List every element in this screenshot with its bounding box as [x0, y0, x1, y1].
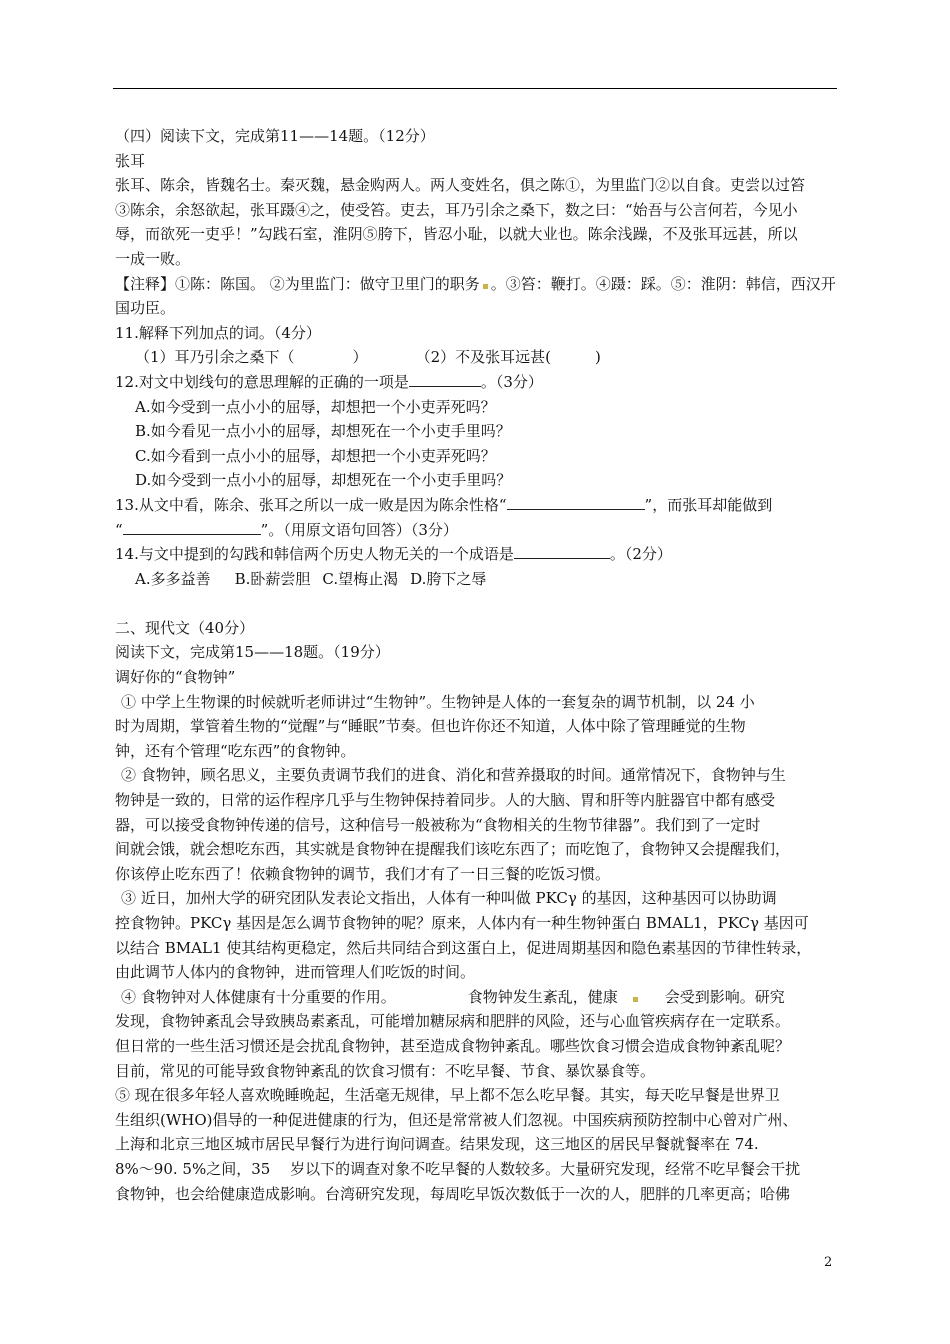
article-title: 调好你的“食物钟” [115, 668, 236, 687]
article-line: 钟，还有个管理“吃东西”的食物钟。 [115, 741, 356, 760]
option: B.卧薪尝胆 [234, 569, 311, 588]
q11-item-2: （2）不及张耳远甚( [415, 348, 551, 367]
question-13-text: 13.从文中看，陈余、张耳之所以一成一败是因为陈余性格“ [115, 495, 507, 514]
article-line: 8%～90. 5%之间，35 岁以下的调查对象不吃早餐的人数较多。大量研究发现，经常不吃早餐会干扰 [115, 1159, 801, 1178]
answer-blank[interactable] [123, 519, 261, 535]
option: A.多多益善 [135, 569, 211, 588]
article-line: ⑤ 现在很多年轻人喜欢晚睡晚起，生活毫无规律，早上都不怎么吃早餐。其实，每天吃早餐是世界卫 [115, 1086, 780, 1105]
q11-item-1-close: ） [352, 348, 368, 367]
question-14-options [115, 567, 837, 592]
q11-item-2-close: ) [594, 348, 601, 367]
page-number: 2 [824, 1255, 833, 1270]
question-14-score: 。（2分） [609, 545, 672, 564]
article-line: 时为周期，掌管着生物的“觉醒”与“睡眠”节奏。但也许你还不知道，人体中除了管理睡觉的生物 [115, 717, 746, 736]
header-rule [113, 88, 837, 89]
question-13-text: ”，而张耳却能做到 [644, 495, 773, 514]
option: C.望梅止渴 [322, 569, 399, 588]
question-13-text: “ [115, 520, 123, 539]
article-line: 你该停止吃东西了！依赖食物钟的调节，我们才有了一日三餐的吃饭习惯。 [115, 864, 611, 883]
article-line: 目前，常见的可能导致食物钟紊乱的饮食习惯有：不吃早餐、节食、暴饮暴食等。 [115, 1061, 656, 1080]
mark-dot [633, 997, 638, 1002]
answer-blank[interactable] [409, 371, 481, 387]
answer-blank[interactable] [507, 494, 645, 510]
section2-subheading: 阅读下文，完成第15——18题。（19分） [115, 643, 390, 662]
question-11-items [115, 345, 837, 370]
passage-line: 张耳、陈余，皆魏名士。秦灭魏，悬金购两人。两人变姓名，俱之陈①，为里监门②以自食。吏尝以过笞 [115, 176, 806, 195]
notes-text: 。③笞：鞭打。④蹑：踩。⑤：淮阴：韩信，西汉开 [490, 274, 836, 293]
article-text: 食物钟发生紊乱，健康 [467, 987, 618, 1006]
article-line: 上海和北京三地区城市居民早餐行为进行询问调查。结果发现，这三地区的居民早餐就餐率在 74. [115, 1135, 759, 1154]
passage-line: 辱，而欲死一吏乎！”勾践石室，淮阴⑤胯下，皆忍小耻，以就大业也。陈余浅躁，不及张耳远甚，所以 [115, 225, 798, 244]
article-line: 控食物钟。PKCγ 基因是怎么调节食物钟的呢？原来，人体内有一种生物钟蛋白 BMAL1，PKCγ 基因可 [115, 914, 809, 932]
question-13-cont [115, 518, 837, 543]
article-line: ③ 近日，加州大学的研究团队发表论文指出，人体有一种叫做 PKCγ 的基因，这种基因可以协助调 [121, 889, 777, 908]
option: B.如今看见一点小小的屈辱，却想死在一个小吏手里吗？ [135, 422, 511, 441]
option: D.如今受到一点小小的屈辱，却想死在一个小吏手里吗？ [135, 471, 512, 490]
question-14-text: 14.与文中提到的勾践和韩信两个历史人物无关的一个成语是 [115, 545, 514, 564]
question-12 [115, 370, 837, 395]
article-line: ① 中学上生物课的时候就听老师讲过“生物钟”。生物钟是人体的一套复杂的调节机制，以 24 小 [121, 692, 755, 711]
section2-heading: 二、现代文（40分） [115, 618, 255, 637]
q11-item-1: （1）耳乃引余之桑下（ [135, 348, 295, 367]
article-text: ④ 食物钟对人体健康有十分重要的作用。 [121, 987, 396, 1006]
article-line: 器，可以接受食物钟传递的信号，这种信号一般被称为“食物相关的生物节律器”。我们到了一定时 [115, 815, 761, 834]
answer-blank[interactable] [514, 543, 610, 559]
question-12-text: 12.对文中划线句的意思理解的正确的一项是 [115, 372, 409, 391]
passage-title: 张耳 [115, 151, 146, 170]
article-line: 生组织(WHO)倡导的一种促进健康的行为，但还是常常被人们忽视。中国疾病预防控制中心曾对广州、 [115, 1110, 798, 1129]
article-line: 发现，食物钟紊乱会导致胰岛素紊乱，可能增加糖尿病和肥胖的风险，还与心血管疾病存在一定联系。 [115, 1012, 791, 1031]
mark-dot [483, 284, 488, 289]
article-text: 会受到影响。研究 [664, 987, 785, 1006]
article-line: 食物钟，也会给健康造成影响。台湾研究发现，每周吃早饭次数低于一次的人，肥胖的几率更高；哈佛 [115, 1184, 791, 1203]
question-14 [115, 542, 837, 567]
article-line: 物钟是一致的，日常的运作程序几乎与生物钟保持着同步。人的大脑、胃和肝等内脏器官中都有感受 [115, 791, 776, 810]
article-line: ② 食物钟，顾名思义，主要负责调节我们的进食、消化和营养摄取的时间。通常情况下，食物钟与生 [121, 766, 786, 785]
article-line [115, 985, 837, 1010]
option: A.如今受到一点小小的屈辱，却想把一个小吏弄死吗？ [135, 397, 496, 416]
notes-line [115, 272, 837, 297]
question-13-text: ”。（用原文语句回答）（3分） [260, 520, 458, 539]
article-line: 间就会饿，就会想吃东西，其实就是食物钟在提醒我们该吃东西了；而吃饱了，食物钟又会提醒我们， [115, 840, 791, 859]
question-13 [115, 493, 837, 518]
passage-line: 一成一败。 [115, 249, 191, 268]
passage-line: ③陈余，余怒欲起，张耳蹑④之，使受笞。吏去，耳乃引余之桑下，数之曰：“始吾与公言何若，今见小 [115, 200, 798, 219]
page-content [115, 124, 837, 1206]
article-line: 由此调节人体内的食物钟，进而管理人们吃饭的时间。 [115, 963, 476, 982]
notes-line: 国功臣。 [115, 299, 176, 318]
article-line: 但日常的一些生活习惯还是会扰乱食物钟，甚至造成食物钟紊乱。哪些饮食习惯会造成食物钟紊乱呢？ [115, 1036, 791, 1055]
question-11: 11.解释下列加点的词。（4分） [115, 323, 321, 342]
notes-text: 【注释】①陈：陈国。 ②为里监门：做守卫里门的职务 [115, 274, 480, 293]
article-line: 以结合 BMAL1 使其结构更稳定，然后共同结合到这蛋白上，促进周期基因和隐色素基因的节律性转录， [115, 938, 812, 957]
option: D.胯下之辱 [410, 569, 487, 588]
option: C.如今看到一点小小的屈辱，却想把一个小吏弄死吗？ [135, 446, 496, 465]
question-12-score: 。（3分） [480, 372, 543, 391]
section4-heading: （四）阅读下文，完成第11——14题。（12分） [115, 127, 435, 145]
